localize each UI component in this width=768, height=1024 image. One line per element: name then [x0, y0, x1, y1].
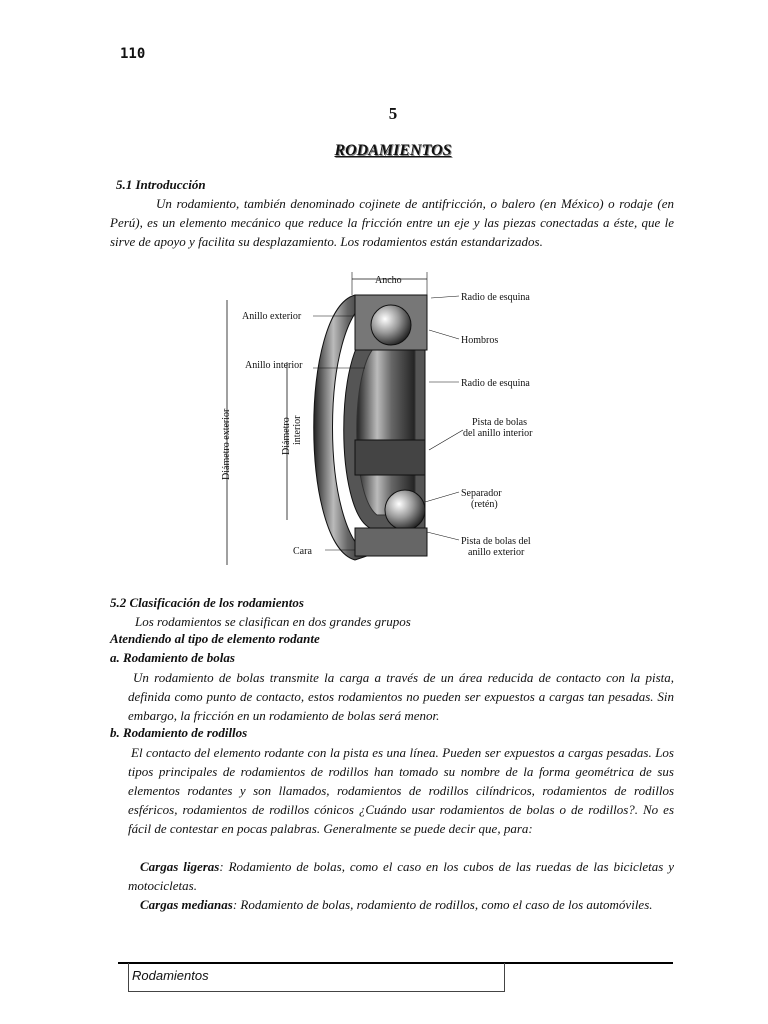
section-heading-intro: 5.1 Introducción: [116, 177, 206, 192]
label-cara: Cara: [293, 546, 312, 557]
page-number: 110: [120, 46, 146, 62]
intro-paragraph: Un rodamiento, también denominado cojinete de antifricción, o balero (en México) o rodaje (en Perú), es un elemento mecánico que reduce la fricción entre un eje y las piezas conectadas a éste, que le sirve de apoyo y facilita su desplazamiento. Los rodamientos están estandarizados.: [110, 196, 674, 249]
label-anillo-exterior: Anillo exterior: [242, 311, 302, 322]
light-loads-text: : Rodamiento de bolas, como el caso en los cubos de las ruedas de las bicicletas y motocicletas.: [128, 859, 674, 893]
label-diametro-interior-2: interior: [292, 415, 303, 445]
leader-separador: [425, 492, 459, 502]
medium-loads-label: Cargas medianas: [140, 897, 233, 912]
bearing-diagram-svg: [205, 270, 550, 575]
classification-intro: Los rodamientos se clasifican en dos grandes grupos: [135, 614, 411, 629]
leader-pista-interior: [429, 430, 463, 450]
label-diametro-interior-1: Diámetro: [281, 417, 292, 455]
medium-loads-paragraph: [128, 895, 674, 914]
label-separador-1: Separador: [461, 488, 502, 499]
label-pista-interior-2: del anillo interior: [463, 428, 533, 439]
heading-ball-bearing: a. Rodamiento de bolas: [110, 650, 235, 665]
label-hombros: Hombros: [461, 335, 499, 346]
roller-mid: [355, 440, 425, 475]
label-pista-exterior-1: Pista de bolas del: [461, 536, 531, 547]
ball-top: [371, 305, 411, 345]
label-radio-esquina-2: Radio de esquina: [461, 378, 530, 389]
heading-roller-bearing: b. Rodamiento de rodillos: [110, 725, 248, 740]
roller-bearing-text: El contacto del elemento rodante con la pista es una línea. Pueden ser expuestos a cargas pesadas. Los tipos principales de rodamientos de rodillos han tomado su nombre de la forma geométrica de sus elementos rodantes y son llamados, rodamientos de rodillos cilíndricos, rodamientos de rodillos esféricos, rodamientos de rodillos cónicos ¿Cuándo usar rodamientos de bolas o de rodillos?. No es fácil de contestar en pocas palabras. Generalmente se puede decir que, para:: [128, 745, 674, 836]
light-loads-label: Cargas ligeras: [140, 859, 220, 874]
label-pista-interior-1: Pista de bolas: [472, 417, 527, 428]
leader-hombros: [429, 330, 459, 339]
label-ancho: Ancho: [375, 275, 402, 286]
ball-bearing-text: Un rodamiento de bolas transmite la carga a través de un área reducida de contacto con la pista, definida como punto de contacto, estos rodamientos no pueden ser expuestos a cargas tan pesadas. Sin embargo, la fricción en un rodamiento de bolas será menor.: [128, 670, 674, 723]
label-diametro-exterior: Diámetro exterior: [221, 408, 232, 480]
footer-text: Rodamientos: [132, 968, 209, 983]
medium-loads-text: : Rodamiento de bolas, rodamiento de rodillos, como el caso de los automóviles.: [232, 897, 653, 912]
bearing-diagram: [205, 270, 550, 575]
label-anillo-interior: Anillo interior: [245, 360, 303, 371]
inner-ring-highlight: [357, 345, 415, 515]
leader-pista-exterior: [427, 532, 459, 540]
ball-bottom: [385, 490, 425, 530]
label-pista-exterior-2: anillo exterior: [468, 547, 525, 558]
subheading-rolling-element: Atendiendo al tipo de elemento rodante: [110, 631, 320, 646]
section-bottom: [355, 528, 427, 556]
section-heading-classification: 5.2 Clasificación de los rodamientos: [110, 595, 304, 610]
label-radio-esquina-1: Radio de esquina: [461, 292, 530, 303]
label-separador-2: (retén): [471, 499, 498, 510]
leader-radio-1: [431, 296, 459, 298]
chapter-number: 5: [388, 104, 398, 123]
light-loads-paragraph: [128, 857, 674, 895]
chapter-title: RODAMIENTOS: [334, 142, 452, 159]
